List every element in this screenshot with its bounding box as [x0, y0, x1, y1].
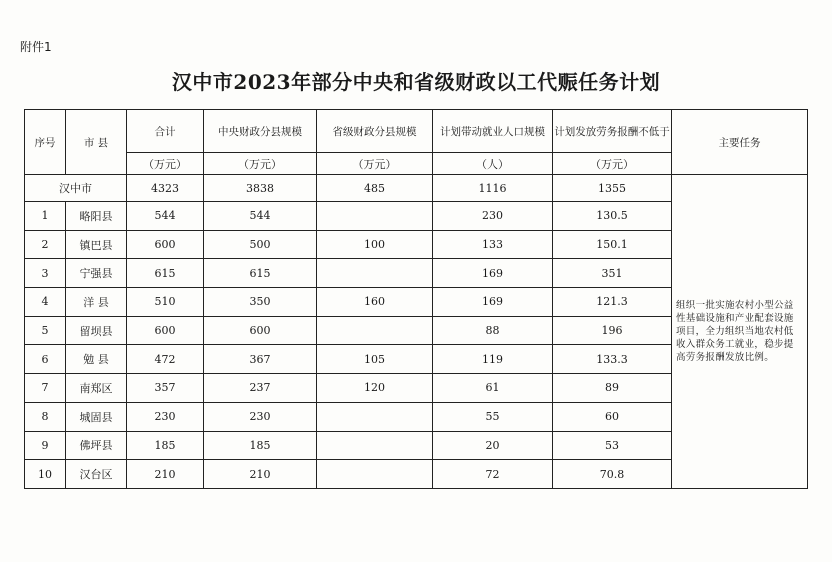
cell-wage: 121.3	[553, 288, 672, 317]
cell-employment: 230	[433, 202, 553, 231]
attachment-label: 附件1	[20, 40, 52, 54]
header-total: 合计	[127, 110, 204, 153]
cell-no: 10	[25, 460, 66, 489]
cell-provincial	[317, 431, 433, 460]
cell-total: 230	[127, 402, 204, 431]
header-county: 市 县	[66, 110, 127, 175]
cell-wage: 150.1	[553, 230, 672, 259]
unit-total: （万元）	[127, 153, 204, 175]
cell-central: 185	[204, 431, 317, 460]
summary-central: 3838	[204, 175, 317, 202]
header-employment: 计划带动就业人口规模	[433, 110, 553, 153]
unit-employment: （人）	[433, 153, 553, 175]
cell-county: 佛坪县	[66, 431, 127, 460]
cell-total: 600	[127, 316, 204, 345]
cell-no: 3	[25, 259, 66, 288]
cell-no: 4	[25, 288, 66, 317]
cell-no: 1	[25, 202, 66, 231]
cell-county: 南郑区	[66, 374, 127, 403]
document-title: 汉中市2023年部分中央和省级财政以工代赈任务计划	[171, 70, 661, 94]
summary-name: 汉中市	[25, 175, 127, 202]
summary-wage: 1355	[553, 175, 672, 202]
cell-employment: 72	[433, 460, 553, 489]
summary-total: 4323	[127, 175, 204, 202]
summary-employment: 1116	[433, 175, 553, 202]
cell-total: 210	[127, 460, 204, 489]
header-no: 序号	[25, 110, 66, 175]
cell-employment: 119	[433, 345, 553, 374]
cell-provincial	[317, 402, 433, 431]
cell-total: 357	[127, 374, 204, 403]
cell-no: 9	[25, 431, 66, 460]
summary-row	[25, 175, 808, 202]
cell-provincial	[317, 202, 433, 231]
header-row	[25, 110, 808, 153]
unit-wage: （万元）	[553, 153, 672, 175]
cell-wage: 60	[553, 402, 672, 431]
cell-wage: 89	[553, 374, 672, 403]
cell-wage: 133.3	[553, 345, 672, 374]
cell-total: 472	[127, 345, 204, 374]
cell-provincial: 160	[317, 288, 433, 317]
cell-provincial: 105	[317, 345, 433, 374]
cell-no: 8	[25, 402, 66, 431]
cell-county: 勉 县	[66, 345, 127, 374]
cell-central: 544	[204, 202, 317, 231]
cell-wage: 196	[553, 316, 672, 345]
header-provincial: 省级财政分县规模	[317, 110, 433, 153]
header-main-task: 主要任务	[672, 110, 808, 175]
unit-provincial: （万元）	[317, 153, 433, 175]
cell-county: 略阳县	[66, 202, 127, 231]
cell-central: 350	[204, 288, 317, 317]
cell-employment: 169	[433, 288, 553, 317]
cell-central: 367	[204, 345, 317, 374]
cell-wage: 53	[553, 431, 672, 460]
cell-total: 615	[127, 259, 204, 288]
cell-employment: 61	[433, 374, 553, 403]
cell-total: 185	[127, 431, 204, 460]
cell-central: 210	[204, 460, 317, 489]
cell-no: 6	[25, 345, 66, 374]
cell-county: 留坝县	[66, 316, 127, 345]
cell-employment: 133	[433, 230, 553, 259]
cell-wage: 130.5	[553, 202, 672, 231]
cell-total: 510	[127, 288, 204, 317]
cell-no: 5	[25, 316, 66, 345]
cell-provincial	[317, 259, 433, 288]
cell-central: 237	[204, 374, 317, 403]
summary-provincial: 485	[317, 175, 433, 202]
cell-county: 汉台区	[66, 460, 127, 489]
cell-central: 230	[204, 402, 317, 431]
cell-county: 镇巴县	[66, 230, 127, 259]
header-central: 中央财政分县规模	[204, 110, 317, 153]
cell-employment: 20	[433, 431, 553, 460]
cell-no: 2	[25, 230, 66, 259]
cell-total: 544	[127, 202, 204, 231]
cell-central: 615	[204, 259, 317, 288]
cell-central: 500	[204, 230, 317, 259]
cell-employment: 169	[433, 259, 553, 288]
cell-county: 宁强县	[66, 259, 127, 288]
cell-provincial: 120	[317, 374, 433, 403]
cell-wage: 351	[553, 259, 672, 288]
cell-employment: 88	[433, 316, 553, 345]
cell-county: 洋 县	[66, 288, 127, 317]
cell-wage: 70.8	[553, 460, 672, 489]
cell-central: 600	[204, 316, 317, 345]
plan-table	[24, 109, 808, 489]
cell-total: 600	[127, 230, 204, 259]
cell-employment: 55	[433, 402, 553, 431]
header-wage: 计划发放劳务报酬不低于	[553, 110, 672, 153]
cell-provincial	[317, 460, 433, 489]
unit-central: （万元）	[204, 153, 317, 175]
cell-provincial: 100	[317, 230, 433, 259]
cell-no: 7	[25, 374, 66, 403]
cell-provincial	[317, 316, 433, 345]
cell-county: 城固县	[66, 402, 127, 431]
main-task-text: 组织一批实施农村小型公益性基础设施和产业配套设施项目，全力组织当地农村低收入群众务工就业，稳步提高劳务报酬发放比例。	[672, 175, 808, 489]
